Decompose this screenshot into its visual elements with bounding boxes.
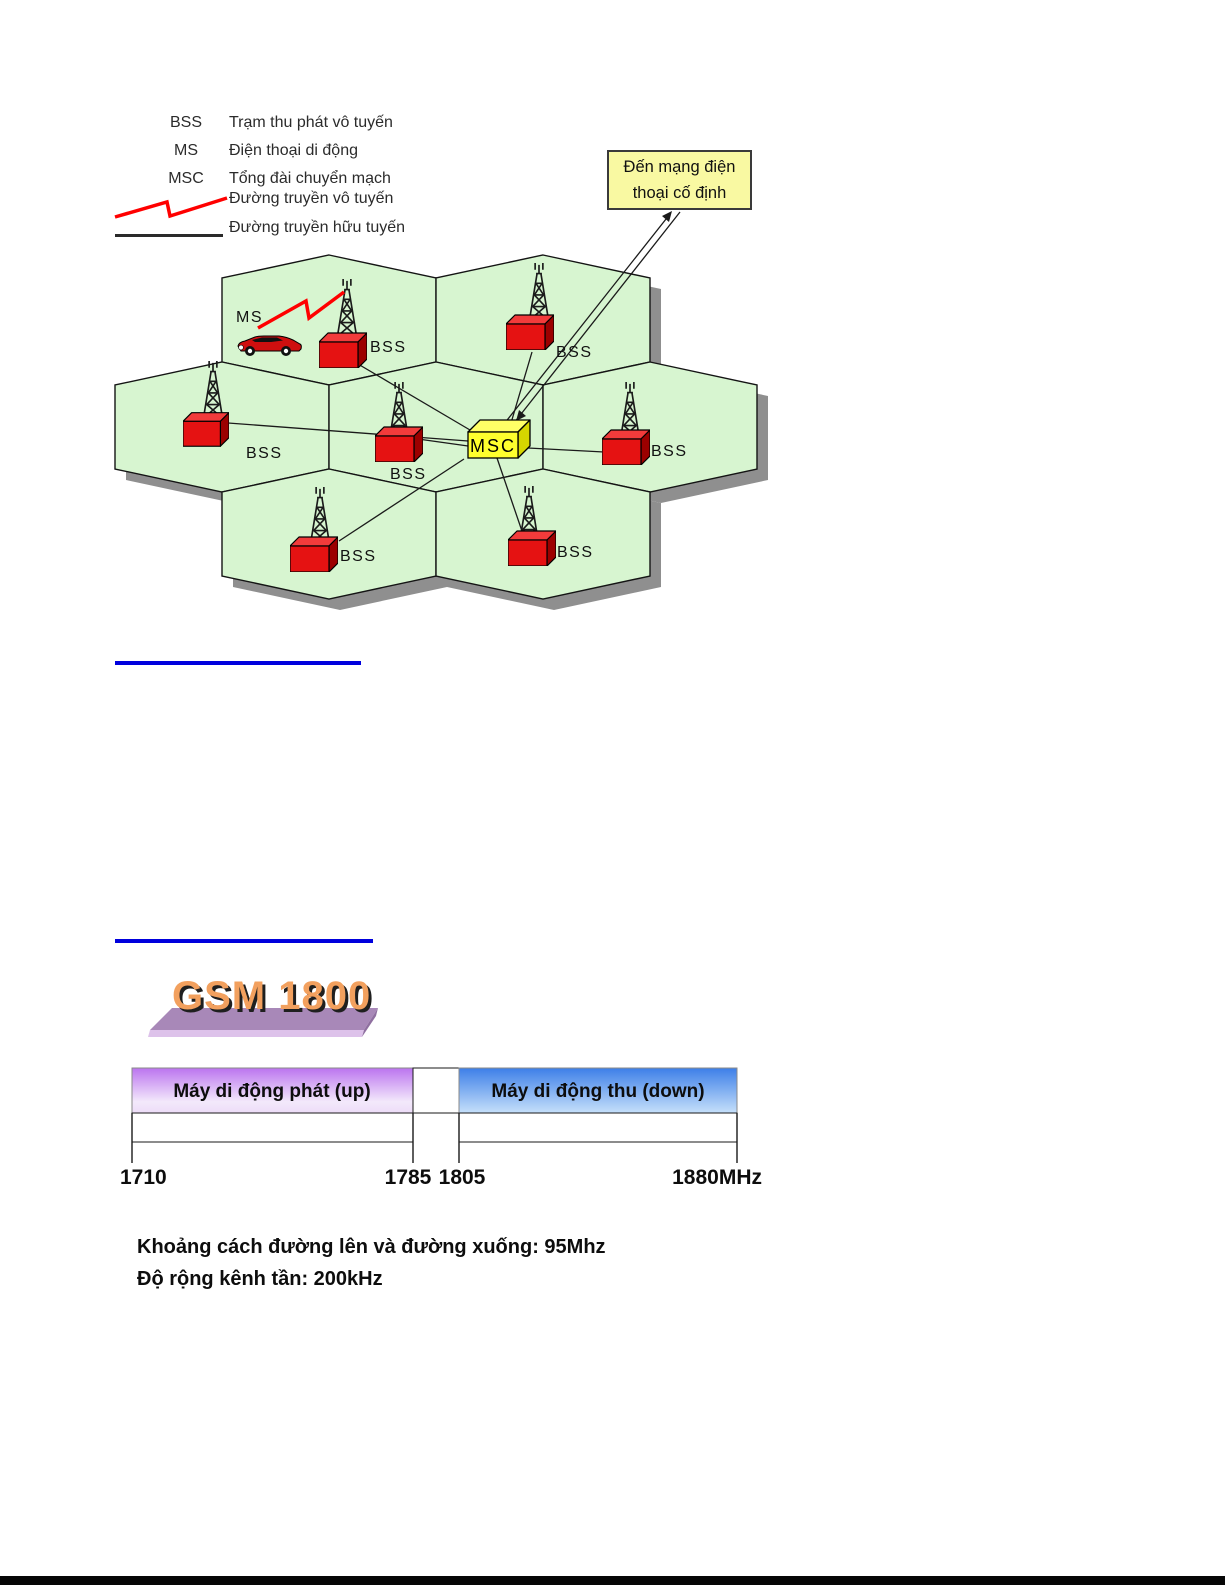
freq-1880mhz: 1880MHz (672, 1166, 762, 1189)
legend-desc-wired: Đường truyền hữu tuyến (229, 219, 406, 236)
hyperlink-underline-1[interactable] (115, 661, 361, 665)
ms-label: MS (236, 309, 263, 326)
freq-1805: 1805 (438, 1166, 486, 1189)
bss-box-top-left (319, 333, 367, 368)
bss-label: BSS (557, 544, 594, 561)
cell-bottom-left (222, 469, 436, 599)
bss-box-mid-right (602, 430, 650, 465)
legend-term-msc: MSC (168, 170, 204, 187)
uplink-band-label: Máy di động phát (up) (173, 1081, 371, 1102)
legend-desc-msc: Tổng đài chuyển mạch (229, 170, 391, 187)
hyperlink-underline-2[interactable] (115, 939, 373, 943)
page-bottom-edge (0, 1576, 1225, 1585)
frequency-labels (120, 1166, 762, 1189)
bss-box-top-right (506, 315, 554, 350)
legend-term-ms: MS (174, 142, 198, 159)
bss-label: BSS (340, 548, 377, 565)
note-channel-width: Độ rộng kênh tần: 200kHz (137, 1268, 383, 1290)
gsm-1800-title: GSM 1800 (172, 974, 372, 1018)
bss-box-mid-left (183, 413, 229, 447)
duplex-gap (413, 1068, 459, 1113)
gsm1800-frequency-diagram (105, 1050, 805, 1195)
msc-label: MSC (470, 436, 516, 456)
legend-desc-ms: Điện thoại di động (229, 142, 358, 159)
callout-line2: thoại cố định (632, 184, 727, 202)
freq-1710: 1710 (120, 1166, 167, 1189)
bss-box-bottom-left (290, 537, 338, 572)
freq-1785: 1785 (384, 1166, 432, 1189)
bss-box-mid-center (375, 427, 423, 462)
downlink-band-label: Máy di động thu (down) (491, 1081, 705, 1102)
arrowhead-to-callout (662, 211, 672, 222)
fixed-network-callout (607, 150, 752, 210)
legend-desc-radio: Đường truyền vô tuyến (229, 190, 394, 207)
legend-term-bss: BSS (169, 114, 202, 131)
bss-label: BSS (556, 344, 593, 361)
bss-label: BSS (651, 443, 688, 460)
callout-line1: Đến mạng điện (623, 158, 736, 176)
bss-label: BSS (246, 445, 283, 462)
bss-box-bottom-right (508, 531, 556, 566)
cell-mid-right (543, 362, 757, 492)
bss-label: BSS (370, 339, 407, 356)
msc-box (468, 420, 530, 458)
legend-desc-bss: Trạm thu phát vô tuyến (229, 114, 393, 131)
note-duplex-spacing: Khoảng cách đường lên và đường xuống: 95Mhz (137, 1236, 606, 1258)
bss-label: BSS (390, 466, 427, 483)
frequency-axis (132, 1113, 737, 1163)
